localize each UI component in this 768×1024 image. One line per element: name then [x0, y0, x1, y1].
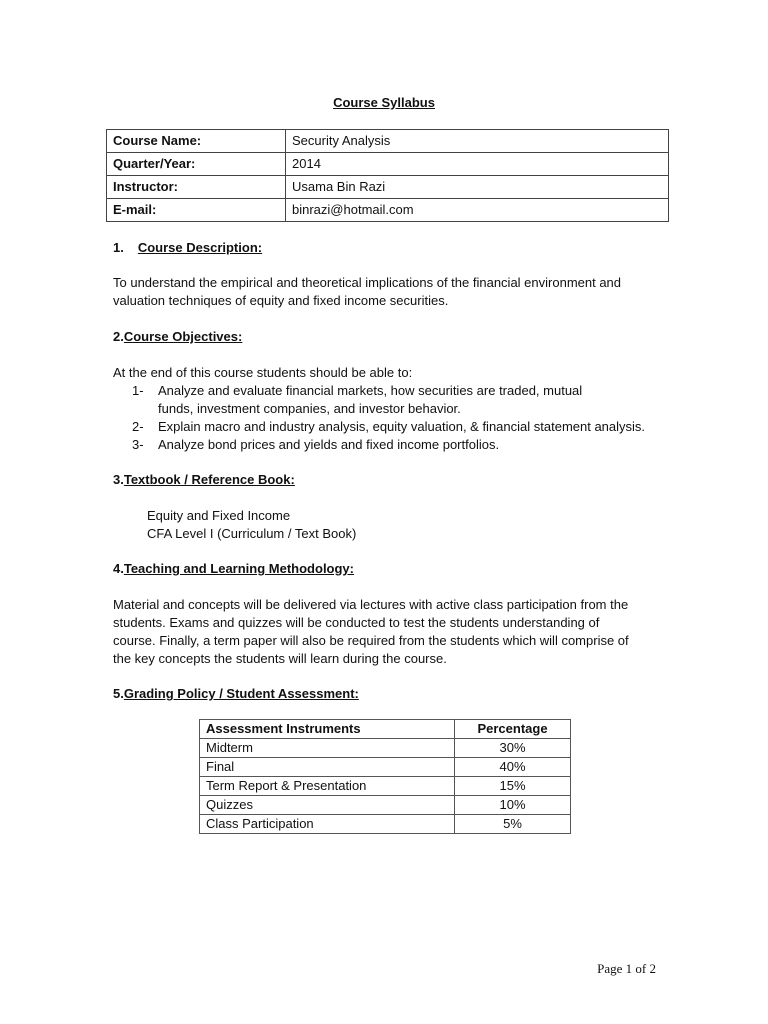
course-info-table: [106, 129, 669, 222]
info-value: 2014: [286, 153, 669, 176]
section-number: 1.: [113, 240, 124, 255]
methodology-text: Material and concepts will be delivered via lectures with active class participation from the students. Exams and quizzes will be conducted to test the students understanding of course. Finally, a term paper will also be required from the students which will comprise of the key concepts the students will learn during the course.: [113, 597, 629, 666]
table-header-row: [200, 720, 571, 739]
section-heading-grading: [113, 685, 359, 703]
section-title: Course Description:: [137, 240, 263, 255]
percentage-cell: 10%: [455, 796, 571, 815]
course-description: To understand the empirical and theoretical implications of the financial environment and valuation techniques of equity and fixed income securities.: [113, 275, 622, 308]
info-label: Course Name:: [107, 130, 286, 153]
section-number: 4.: [113, 561, 124, 576]
info-value: Security Analysis: [286, 130, 669, 153]
textbook-item: Equity and Fixed Income: [147, 508, 291, 523]
instrument-cell: Quizzes: [200, 796, 455, 815]
list-text: Analyze bond prices and yields and fixed income portfolios.: [158, 437, 500, 452]
section-heading-description: [113, 239, 262, 257]
document-title: Course Syllabus: [333, 95, 435, 110]
section-title: Teaching and Learning Methodology:: [123, 561, 354, 576]
page-number: Page 1 of 2: [597, 961, 656, 976]
objectives-intro: At the end of this course students should be able to:: [113, 365, 413, 380]
textbook-list: [147, 507, 356, 543]
table-row: [200, 796, 571, 815]
list-text: Analyze and evaluate financial markets, how securities are traded, mutual funds, investment companies, and investor behavior.: [158, 383, 583, 416]
section-title: Textbook / Reference Book:: [123, 472, 295, 487]
percentage-cell: 40%: [455, 758, 571, 777]
email-value: binrazi@hotmail.com: [286, 199, 669, 222]
section-heading-methodology: [113, 560, 354, 578]
instrument-cell: Class Participation: [200, 815, 455, 834]
list-number: 2-: [132, 419, 144, 434]
instrument-cell: Midterm: [200, 739, 455, 758]
section-number: 3.: [113, 472, 124, 487]
section-number: 2.: [113, 329, 124, 344]
table-row: [200, 815, 571, 834]
column-header: Assessment Instruments: [200, 720, 455, 739]
grading-table: [199, 719, 571, 834]
percentage-cell: 15%: [455, 777, 571, 796]
list-item: [113, 436, 673, 454]
section-heading-textbook: [113, 471, 295, 489]
section-title: Grading Policy / Student Assessment:: [123, 686, 359, 701]
info-label: E-mail:: [107, 199, 286, 222]
list-text: Explain macro and industry analysis, equity valuation, & financial statement analysis.: [158, 419, 646, 434]
table-row: [107, 176, 669, 199]
list-number: 1-: [132, 383, 144, 398]
section-title: Course Objectives:: [123, 329, 243, 344]
table-row: [107, 130, 669, 153]
list-number: 3-: [132, 437, 144, 452]
table-row: [200, 758, 571, 777]
section-heading-objectives: [113, 328, 242, 346]
section-number: 5.: [113, 686, 124, 701]
list-item: [113, 382, 673, 418]
table-row: [200, 777, 571, 796]
info-label: Quarter/Year:: [107, 153, 286, 176]
list-item: [113, 418, 673, 436]
textbook-item: CFA Level I (Curriculum / Text Book): [147, 526, 357, 541]
instrument-cell: Final: [200, 758, 455, 777]
info-label: Instructor:: [107, 176, 286, 199]
table-row: [200, 739, 571, 758]
percentage-cell: 5%: [455, 815, 571, 834]
objectives-list: [113, 382, 673, 454]
percentage-cell: 30%: [455, 739, 571, 758]
table-row: [107, 199, 669, 222]
column-header: Percentage: [455, 720, 571, 739]
instrument-cell: Term Report & Presentation: [200, 777, 455, 796]
info-value: Usama Bin Razi: [286, 176, 669, 199]
table-row: [107, 153, 669, 176]
